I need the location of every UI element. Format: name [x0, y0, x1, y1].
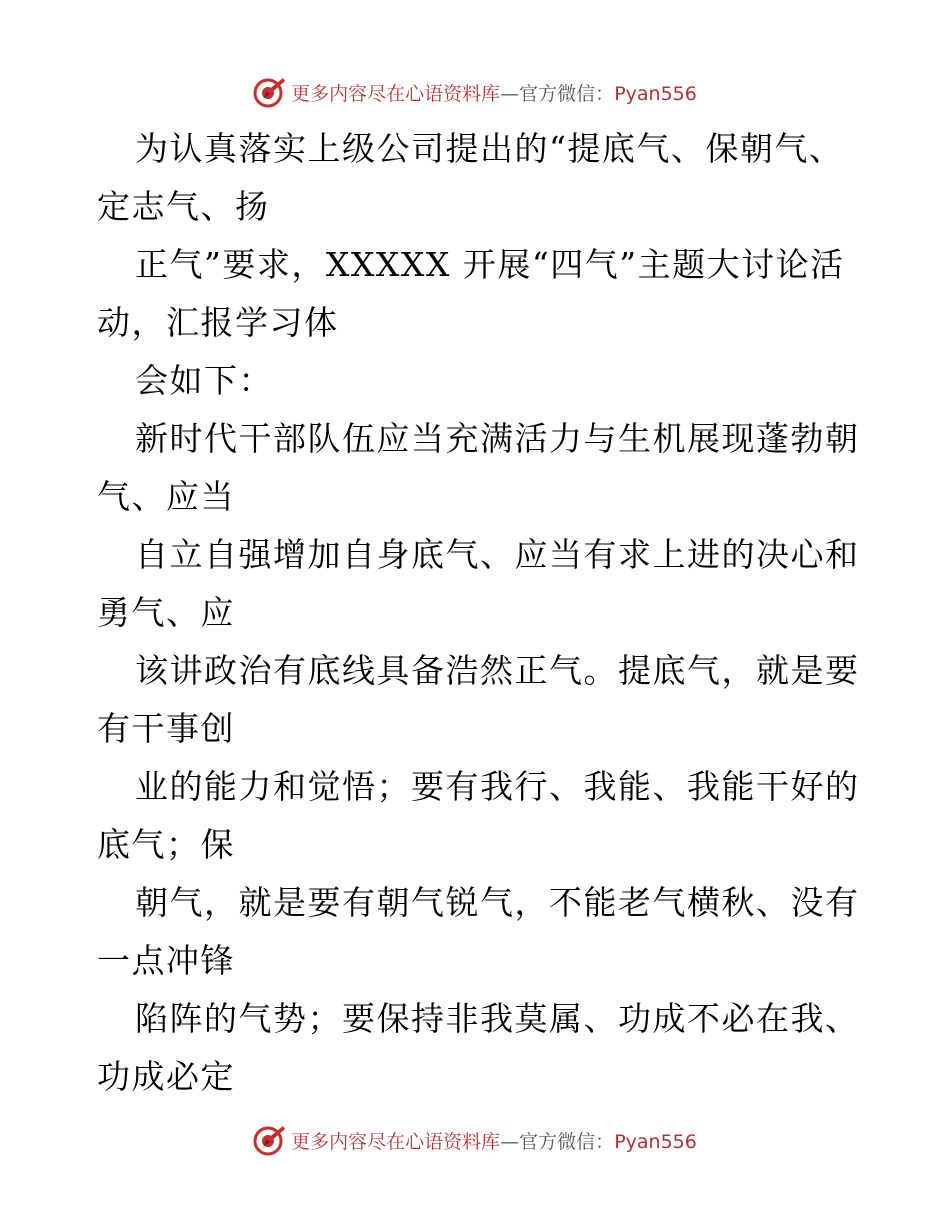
body-line: 有干事创 — [97, 709, 235, 748]
body-line: 底气；保 — [97, 825, 235, 864]
banner-wechat-label: 官方微信： — [519, 1130, 615, 1153]
body-line: 会如下： — [135, 361, 273, 400]
body-line: 业的能力和觉悟；要有我行、我能、我能干好的 — [135, 767, 860, 806]
body-line: 勇气、应 — [97, 593, 235, 632]
body-line: 气、应当 — [97, 477, 235, 516]
banner-main-text: 更多内容尽在心语资料库 — [291, 82, 501, 105]
body-line: 定志气、扬 — [97, 187, 270, 226]
header-banner — [0, 72, 950, 112]
body-line: 正气”要求，XXXXX 开展“四气”主题大讨论活 — [135, 245, 845, 284]
document-body — [97, 120, 860, 1106]
banner-text — [291, 1127, 697, 1154]
body-line: 朝气，就是要有朝气锐气，不能老气横秋、没有 — [135, 883, 860, 922]
banner-separator: — — [500, 1130, 520, 1153]
body-line: 动，汇报学习体 — [97, 303, 339, 342]
body-line: 该讲政治有底线具备浩然正气。提底气，就是要 — [135, 651, 860, 690]
logo-seal-icon — [253, 1123, 287, 1157]
banner-wechat-id: Pyan556 — [614, 82, 697, 105]
body-line: 陷阵的气势；要保持非我莫属、功成不必在我、 — [135, 999, 860, 1038]
body-line: 为认真落实上级公司提出的“提底气、保朝气、 — [135, 129, 844, 168]
body-line: 一点冲锋 — [97, 941, 235, 980]
footer-banner — [0, 1120, 950, 1160]
body-line: 新时代干部队伍应当充满活力与生机展现蓬勃朝 — [135, 419, 860, 458]
banner-wechat-label: 官方微信： — [519, 82, 615, 105]
banner-wechat-id: Pyan556 — [614, 1130, 697, 1153]
banner-separator: — — [500, 82, 520, 105]
banner-text — [291, 79, 697, 106]
body-line: 功成必定 — [97, 1057, 235, 1096]
banner-main-text: 更多内容尽在心语资料库 — [291, 1130, 501, 1153]
logo-seal-icon — [253, 75, 287, 109]
body-line: 自立自强增加自身底气、应当有求上进的决心和 — [135, 535, 860, 574]
